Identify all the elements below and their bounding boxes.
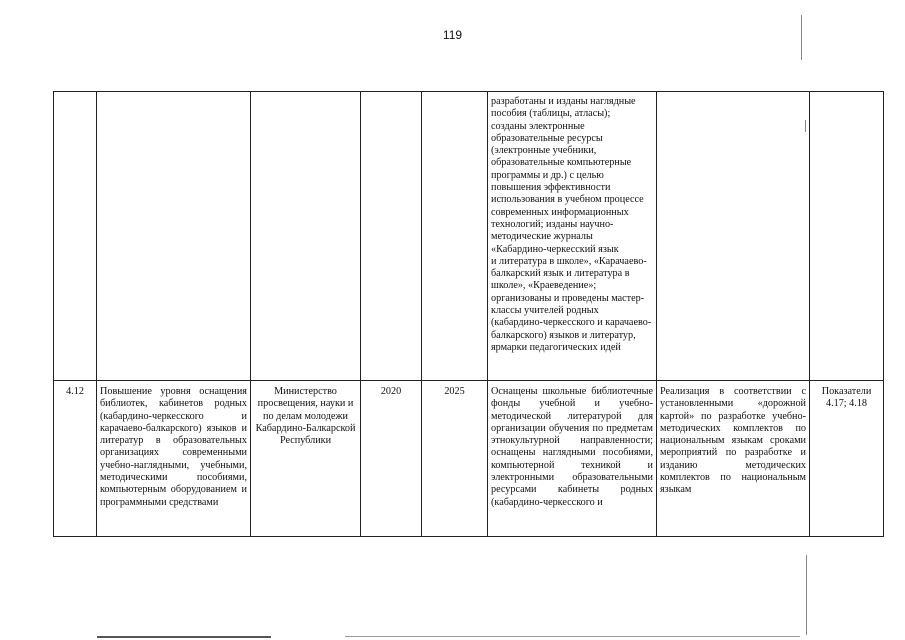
executor-cell <box>251 92 361 381</box>
program-measures-table <box>53 91 884 537</box>
measure-cell: Повышение уровня оснащения библиотек, кабинетов родных (кабардино-черкесского и карачаево-балкарского) языков и литератур в образовательных организациях современными учебно-наглядными, учебными, методическими пособиями, компьютерным оборудованием и программными средствами <box>97 381 251 537</box>
link-cell: Реализация в соответствии с установленными «дорожной картой» по разработке учебно-методических комплектов по национальным языкам сроками мероприятий по разработке и изданию методических комплектов по национальным языкам <box>657 381 810 537</box>
page-number: 119 <box>442 28 463 42</box>
scan-artifact-line <box>806 555 807 635</box>
executor-cell: Министерство просвещения, науки и по делам молодежи Кабардино-Балкарской Республики <box>251 381 361 537</box>
scan-artifact-line <box>801 15 802 60</box>
result-cell: Оснащены школьные библиотечные фонды учебной и учебно-методической литературой для организации обучения по предметам этнокультурной направленности; оснащены наглядными пособиями, компьютерной техникой и электронными образовательными ресурсами кабинеты родных (кабардино-черкесского и <box>488 381 657 537</box>
indicators-cell <box>810 92 884 381</box>
table-row <box>54 381 884 537</box>
row-number-cell: 4.12 <box>54 381 97 537</box>
result-cell: разработаны и изданы наглядные пособия (таблицы, атласы); созданы электронные образовательные ресурсы (электронные учебники, образовательные компьютерные программы и др.) с целью повышения эффективности использования в учебном процессе современных информационных технологий; изданы научно- методические журналы «Кабардино-черкесский язык и литература в школе», «Карачаево-балкарский язык и литература в школе», «Краеведение»; организованы и проведены мастер-классы учителей родных (кабардино-черкесского и карачаево-балкарского) языков и литератур, ярмарки педагогических идей <box>488 92 657 381</box>
scan-artifact-line <box>97 636 271 638</box>
table-row <box>54 92 884 381</box>
end-year-cell <box>422 92 488 381</box>
measure-cell <box>97 92 251 381</box>
link-cell <box>657 92 810 381</box>
end-year-cell: 2025 <box>422 381 488 537</box>
start-year-cell: 2020 <box>361 381 422 537</box>
scan-artifact-line <box>805 120 806 132</box>
start-year-cell <box>361 92 422 381</box>
row-number-cell <box>54 92 97 381</box>
indicators-cell: Показатели 4.17; 4.18 <box>810 381 884 537</box>
scan-artifact-line <box>345 636 800 637</box>
